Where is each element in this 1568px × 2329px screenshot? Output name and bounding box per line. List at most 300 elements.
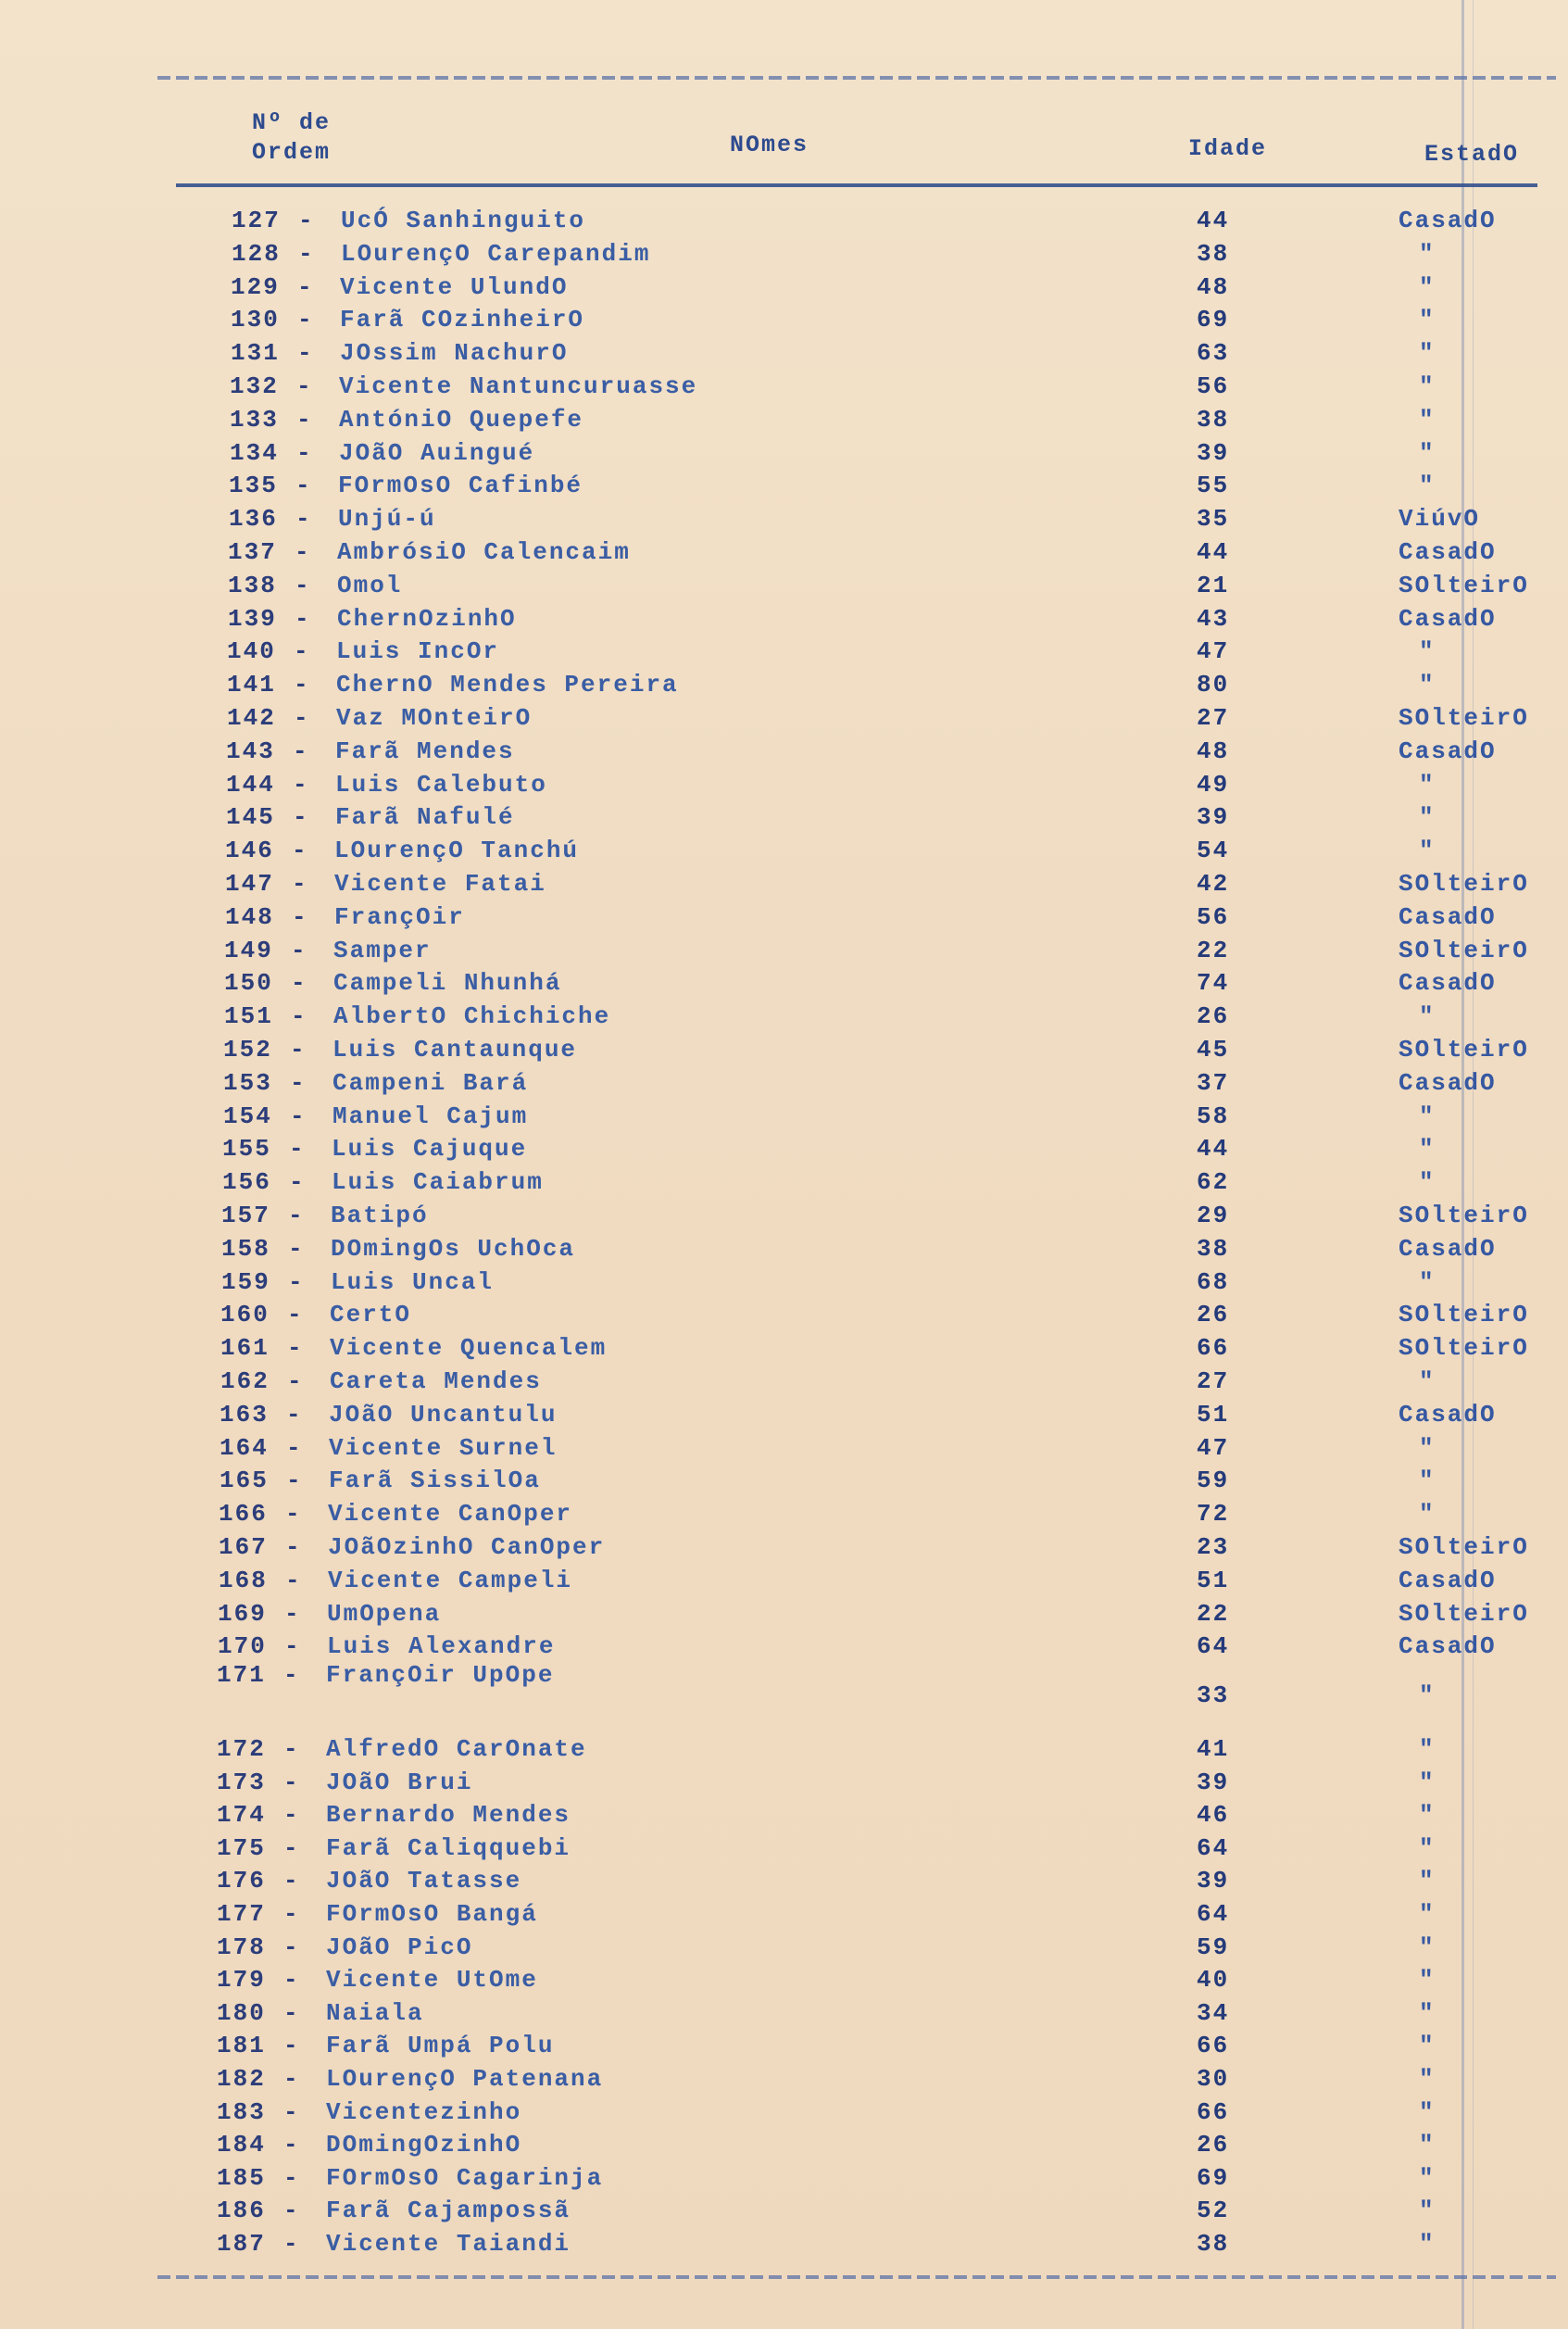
row-number: 158 [221,1235,270,1263]
row-name: Farã Cajampossã [326,2197,571,2224]
row-name: Campeli Nhunhá [333,969,562,997]
row-number: 140 [227,637,276,665]
row-estado: " [1419,339,1436,367]
row-estado: " [1419,406,1436,434]
row-estado: " [1419,2164,1436,2192]
row-number: 151 [224,1002,273,1030]
row-estado: " [1419,837,1436,864]
row-number: 170 [218,1632,267,1660]
row-estado: " [1419,1900,1436,1928]
row-estado: SOlteirO [1399,1600,1529,1628]
row-number: 138 [228,572,277,599]
row-age: 26 [1197,1301,1230,1328]
row-number: 178 [217,1933,266,1961]
row-age: 66 [1197,2032,1230,2059]
row-name: AlbertO Chichiche [333,1002,611,1030]
table-row [0,1401,1568,1432]
table-row [0,1632,1568,1664]
row-name: JOãO Tatasse [326,1867,522,1895]
row-name: JOssim NachurO [340,339,569,367]
row-name: DOmingOzinhO [326,2131,522,2159]
row-separator: - [283,1801,300,1829]
table-row [0,372,1568,404]
row-name: JOãO Auingué [339,439,535,467]
row-age: 38 [1197,2230,1230,2258]
row-age: 64 [1197,1834,1230,1862]
row-name: Vicente UlundO [340,273,569,301]
table-row [0,273,1568,305]
row-estado: " [1419,306,1436,334]
row-name: Vicente Fatai [334,870,546,898]
row-name: Vicente UtOme [326,1966,538,1994]
table-row [0,1168,1568,1200]
row-name: Farã Caliqquebi [326,1834,571,1862]
row-name: Farã Umpá Polu [326,2032,555,2059]
table-row [0,1069,1568,1101]
row-number: 130 [231,306,280,334]
row-age: 23 [1197,1533,1230,1561]
row-estado: SOlteirO [1399,1533,1529,1561]
table-row [0,472,1568,503]
row-number: 184 [217,2131,266,2159]
row-number: 157 [221,1202,270,1229]
table-row [0,1900,1568,1932]
row-number: 164 [220,1434,269,1462]
row-age: 26 [1197,2131,1230,2159]
row-estado: CasadO [1399,1632,1497,1660]
row-estado: " [1419,1769,1436,1796]
row-name: Luis Cantaunque [332,1036,578,1064]
row-name: Farã COzinheirO [340,306,585,334]
row-age: 22 [1197,937,1230,964]
row-number: 161 [220,1334,270,1362]
table-row [0,605,1568,636]
row-name: FrançOir [334,903,465,931]
table-row [0,406,1568,437]
row-age: 29 [1197,1202,1230,1229]
row-number: 186 [217,2197,266,2224]
table-row [0,1801,1568,1832]
row-estado: " [1419,1681,1436,1709]
row-age: 46 [1197,1801,1230,1829]
row-estado: " [1419,1168,1436,1196]
table-row [0,737,1568,769]
row-separator: - [297,306,314,334]
row-number: 163 [220,1401,269,1429]
row-separator: - [283,1769,300,1796]
row-estado: " [1419,1367,1436,1395]
row-name: Vaz MOnteirO [336,704,533,732]
row-name: FOrmOsO Cafinbé [338,472,583,499]
row-separator: - [292,837,308,864]
table-row [0,2230,1568,2261]
row-estado: ViúvO [1399,505,1481,533]
row-age: 56 [1197,372,1230,400]
row-estado: " [1419,1801,1436,1829]
table-row [0,339,1568,371]
table-row [0,1002,1568,1034]
row-number: 180 [217,1999,266,2027]
row-name: JOãO Uncantulu [329,1401,558,1429]
row-number: 131 [231,339,280,367]
row-separator: - [297,273,314,301]
row-separator: - [288,1235,305,1263]
row-age: 38 [1197,240,1230,268]
row-name: Vicentezinho [326,2098,522,2126]
row-name: Farã Mendes [335,737,515,765]
row-number: 145 [226,803,275,831]
row-age: 30 [1197,2065,1230,2093]
row-name: DOmingOs UchOca [331,1235,576,1263]
row-number: 152 [223,1036,272,1064]
row-number: 133 [230,406,279,434]
row-number: 169 [218,1600,267,1628]
row-estado: CasadO [1399,538,1497,566]
row-name: UmOpena [327,1600,442,1628]
row-age: 35 [1197,505,1230,533]
row-age: 38 [1197,406,1230,434]
table-row [0,1334,1568,1366]
row-age: 39 [1197,1769,1230,1796]
row-separator: - [294,637,310,665]
row-separator: - [292,870,308,898]
row-estado: " [1419,1434,1436,1462]
row-number: 148 [225,903,274,931]
row-estado: " [1419,1834,1436,1862]
row-number: 136 [229,505,278,533]
row-separator: - [283,2131,300,2159]
row-estado: " [1419,372,1436,400]
row-name: JOãO Brui [326,1769,473,1796]
row-age: 48 [1197,737,1230,765]
row-age: 74 [1197,969,1230,997]
row-number: 182 [217,2065,266,2093]
table-row [0,505,1568,536]
row-separator: - [285,1533,302,1561]
row-separator: - [290,1069,307,1097]
row-estado: " [1419,2032,1436,2059]
row-number: 149 [224,937,273,964]
row-age: 59 [1197,1933,1230,1961]
header-ordem-line2: Ordem [252,139,332,166]
row-estado: " [1419,1102,1436,1130]
table-row [0,2032,1568,2063]
row-age: 72 [1197,1500,1230,1528]
row-number: 179 [217,1966,266,1994]
row-estado: SOlteirO [1399,937,1529,964]
row-separator: - [296,439,313,467]
row-estado: " [1419,2230,1436,2258]
row-separator: - [294,671,310,699]
row-age: 63 [1197,339,1230,367]
row-estado: " [1419,1500,1436,1528]
row-separator: - [295,605,311,633]
row-separator: - [293,771,309,799]
row-estado: SOlteirO [1399,1202,1529,1229]
row-separator: - [283,2230,300,2258]
row-name: Luis Cajuque [332,1135,528,1163]
row-separator: - [293,737,309,765]
row-age: 49 [1197,771,1230,799]
row-separator: - [291,969,307,997]
row-estado: " [1419,671,1436,699]
row-number: 159 [221,1268,270,1296]
row-name: ChernO Mendes Pereira [336,671,679,699]
row-estado: " [1419,771,1436,799]
row-age: 43 [1197,605,1230,633]
row-separator: - [298,240,315,268]
table-row [0,1661,1568,1709]
row-number: 162 [220,1367,270,1395]
row-number: 127 [232,207,281,234]
row-age: 64 [1197,1632,1230,1660]
row-number: 156 [222,1168,271,1196]
row-age: 26 [1197,1002,1230,1030]
row-age: 39 [1197,1867,1230,1895]
row-name: AlfredO CarOnate [326,1735,587,1763]
row-estado: CasadO [1399,1069,1497,1097]
row-separator: - [290,1036,307,1064]
row-separator: - [284,1600,301,1628]
row-estado: " [1419,1135,1436,1163]
row-number: 187 [217,2230,266,2258]
row-name: Luis Alexandre [327,1632,556,1660]
row-estado: CasadO [1399,1401,1497,1429]
row-age: 64 [1197,1900,1230,1928]
row-number: 160 [220,1301,270,1328]
row-separator: - [283,2098,300,2126]
row-estado: " [1419,1999,1436,2027]
table-row [0,837,1568,868]
table-row [0,1735,1568,1767]
table-row [0,1135,1568,1166]
top-dashed-rule [157,76,1556,80]
row-name: UcÓ Sanhinguito [341,207,586,234]
row-age: 51 [1197,1401,1230,1429]
header-estado: EstadO [1424,141,1520,168]
row-estado: " [1419,472,1436,499]
row-name: Farã Nafulé [335,803,515,831]
row-number: 137 [228,538,277,566]
row-estado: " [1419,803,1436,831]
row-number: 129 [231,273,280,301]
table-row [0,1533,1568,1565]
row-name: JOãOzinhO CanOper [328,1533,606,1561]
row-age: 68 [1197,1268,1230,1296]
row-number: 174 [217,1801,266,1829]
row-separator: - [291,937,307,964]
row-number: 132 [230,372,279,400]
row-age: 39 [1197,439,1230,467]
row-name: LOurençO Tanchú [334,837,580,864]
row-separator: - [283,2197,300,2224]
row-estado: " [1419,273,1436,301]
table-row [0,937,1568,968]
header-nomes: NOmes [730,132,809,158]
row-separator: - [283,2032,300,2059]
table-row [0,2098,1568,2130]
row-separator: - [295,505,312,533]
row-separator: - [289,1168,306,1196]
row-separator: - [293,803,309,831]
row-number: 141 [227,671,276,699]
row-name: Farã SissilOa [329,1467,541,1494]
row-age: 54 [1197,837,1230,864]
row-name: LOurençO Patenana [326,2065,604,2093]
row-separator: - [290,1102,307,1130]
row-number: 177 [217,1900,266,1928]
row-estado: CasadO [1399,1235,1497,1263]
row-estado: " [1419,1867,1436,1895]
row-separator: - [283,2164,300,2192]
row-separator: - [284,1632,301,1660]
table-row [0,207,1568,238]
header-idade: Idade [1188,135,1268,162]
header-ordem-line1: Nº de [252,109,332,136]
row-number: 171 [217,1661,266,1689]
table-row [0,903,1568,935]
table-row [0,1567,1568,1598]
row-number: 176 [217,1867,266,1895]
table-row [0,2065,1568,2096]
table-row [0,2131,1568,2162]
row-separator: - [294,704,310,732]
row-separator: - [296,372,313,400]
row-estado: CasadO [1399,903,1497,931]
row-estado: " [1419,2131,1436,2159]
table-row [0,306,1568,337]
row-estado: " [1419,1735,1436,1763]
row-separator: - [285,1567,302,1594]
row-name: Luis IncOr [336,637,500,665]
table-row [0,1367,1568,1399]
row-estado: SOlteirO [1399,870,1529,898]
table-row [0,1467,1568,1498]
row-name: FrançOir UpOpe [326,1661,555,1689]
table-row [0,671,1568,702]
table-row [0,1036,1568,1067]
row-estado: SOlteirO [1399,1334,1529,1362]
row-age: 40 [1197,1966,1230,1994]
row-age: 69 [1197,2164,1230,2192]
row-separator: - [289,1135,306,1163]
row-estado: CasadO [1399,737,1497,765]
row-separator: - [283,1735,300,1763]
row-estado: CasadO [1399,969,1497,997]
row-separator: - [295,538,311,566]
table-row [0,240,1568,271]
row-number: 134 [230,439,279,467]
row-estado: SOlteirO [1399,572,1529,599]
table-row [0,803,1568,835]
row-number: 172 [217,1735,266,1763]
row-name: Vicente Campeli [328,1567,573,1594]
row-estado: " [1419,2065,1436,2093]
row-age: 51 [1197,1567,1230,1594]
row-separator: - [296,406,313,434]
row-estado: " [1419,240,1436,268]
row-separator: - [283,1661,300,1689]
row-number: 154 [223,1102,272,1130]
bottom-dashed-rule [157,2275,1556,2279]
row-age: 38 [1197,1235,1230,1263]
row-estado: " [1419,1268,1436,1296]
row-age: 66 [1197,2098,1230,2126]
row-name: JOãO PicO [326,1933,473,1961]
row-age: 44 [1197,538,1230,566]
row-age: 41 [1197,1735,1230,1763]
row-separator: - [287,1301,304,1328]
row-number: 155 [222,1135,271,1163]
row-number: 165 [220,1467,269,1494]
row-name: Luis Caiabrum [332,1168,544,1196]
table-row [0,969,1568,1001]
row-name: Omol [337,572,403,599]
row-separator: - [286,1467,303,1494]
row-name: Campeni Bará [332,1069,529,1097]
row-age: 42 [1197,870,1230,898]
row-number: 144 [226,771,275,799]
row-age: 21 [1197,572,1230,599]
row-number: 139 [228,605,277,633]
row-name: Vicente Quencalem [330,1334,608,1362]
table-row [0,1202,1568,1233]
row-name: Vicente CanOper [328,1500,573,1528]
row-age: 44 [1197,207,1230,234]
row-number: 150 [224,969,273,997]
row-separator: - [283,2065,300,2093]
row-name: Vicente Taiandi [326,2230,571,2258]
table-row [0,704,1568,736]
table-row [0,1301,1568,1332]
table-row [0,1867,1568,1898]
row-name: ChernOzinhO [337,605,517,633]
table-row [0,1434,1568,1466]
table-row [0,1999,1568,2031]
row-age: 45 [1197,1036,1230,1064]
row-age: 56 [1197,903,1230,931]
row-age: 66 [1197,1334,1230,1362]
row-name: LOurençO Carepandim [341,240,651,268]
row-name: Samper [333,937,432,964]
row-age: 48 [1197,273,1230,301]
row-name: Luis Calebuto [335,771,547,799]
table-row [0,1769,1568,1800]
row-number: 173 [217,1769,266,1796]
row-estado: SOlteirO [1399,704,1529,732]
row-name: Naiala [326,1999,424,2027]
row-estado: CasadO [1399,1567,1497,1594]
row-number: 185 [217,2164,266,2192]
row-separator: - [283,1834,300,1862]
row-name: Bernardo Mendes [326,1801,571,1829]
row-number: 183 [217,2098,266,2126]
row-name: Luis Uncal [331,1268,495,1296]
row-name: Batipó [331,1202,429,1229]
row-number: 146 [225,837,274,864]
row-estado: CasadO [1399,207,1497,234]
row-name: AntóniO Quepefe [339,406,584,434]
row-number: 167 [219,1533,268,1561]
row-separator: - [291,1002,307,1030]
row-number: 181 [217,2032,266,2059]
table-row [0,1235,1568,1266]
row-age: 47 [1197,1434,1230,1462]
row-name: Vicente Surnel [329,1434,558,1462]
table-row [0,1102,1568,1134]
table-row [0,1268,1568,1300]
row-age: 27 [1197,1367,1230,1395]
